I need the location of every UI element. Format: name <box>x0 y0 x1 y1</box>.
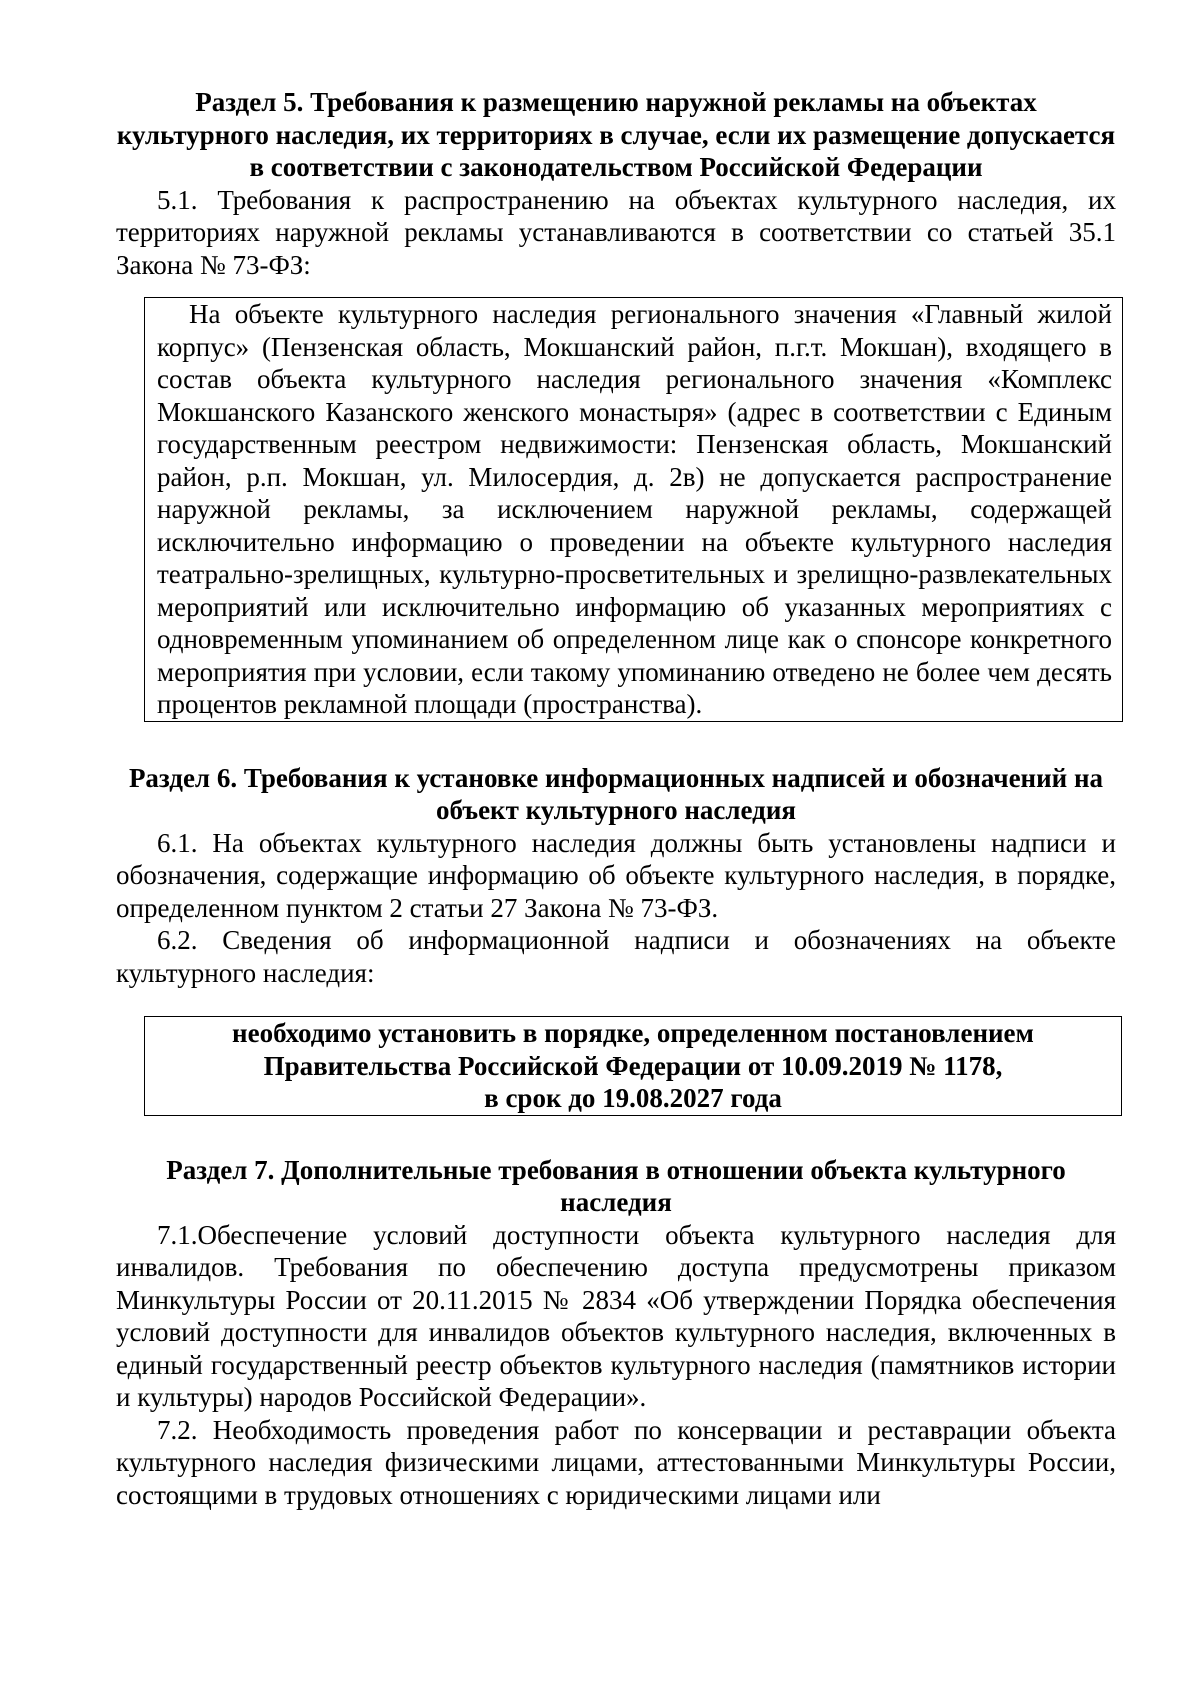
paragraph-7-2: 7.2. Необходимость проведения работ по консервации и реставрации объекта культурного наследия физическими лицами, аттестованными Минкультуры России, состоящими в трудовых отношениях с юридическими лицами или <box>116 1414 1116 1510</box>
section-6-heading: Раздел 6. Требования к установке информационных надписей и обозначений на объект культурного наследия <box>128 762 1104 825</box>
section-5-heading: Раздел 5. Требования к размещению наружной рекламы на объектах культурного наследия, их территориях в случае, если их размещение допускается в соответствии с законодательством Российской Федерации <box>116 87 1116 182</box>
paragraph-6-1: 6.1. На объектах культурного наследия должны быть установлены надписи и обозначения, содержащие информацию об объекте культурного наследия, в порядке, определенном пунктом 2 статьи 27 Закона № 73-ФЗ. <box>116 827 1116 923</box>
document-content <box>116 86 1116 1511</box>
inscription-requirement-line-3: в срок до 19.08.2027 года <box>484 1083 782 1113</box>
advertising-restriction-text: На объекте культурного наследия регионального значения «Главный жилой корпус» (Пензенская область, Мокшанский район, п.г.т. Мокшан), входящего в состав объекта культурного наследия регионального значения «Комплекс Мокшанского Казанского женского монастыря» (адрес в соответствии с Единым государственным реестром недвижимости: Пензенская область, Мокшанский район, р.п. Мокшан, ул. Милосердия, д. 2в) не допускается распространение наружной рекламы, за исключением наружной рекламы, содержащей исключительно информацию о проведении на объекте культурного наследия театрально-зрелищных, культурно-просветительных и зрелищно-развлекательных мероприятий или исключительно информацию об указанных мероприятиях с одновременным упоминанием об определенном лице как о спонсоре конкретного мероприятия при условии, если такому упоминанию отведено не более чем десять процентов рекламной площади (пространства). <box>157 299 1112 719</box>
inscription-requirement-line-1: необходимо установить в порядке, определенном постановлением <box>232 1018 1034 1048</box>
paragraph-7-1: 7.1.Обеспечение условий доступности объекта культурного наследия для инвалидов. Требования по обеспечению доступа предусмотрены приказом Минкультуры России от 20.11.2015 № 2834 «Об утверждении Порядка обеспечения условий доступности для инвалидов объектов культурного наследия, включенных в единый государственный реестр объектов культурного наследия (памятников истории и культуры) народов Российской Федерации». <box>116 1219 1116 1412</box>
inscription-requirement-box <box>144 1016 1122 1116</box>
section-7-heading: Раздел 7. Дополнительные требования в отношении объекта культурного наследия <box>166 1154 1066 1217</box>
inscription-requirement-line-2: Правительства Российской Федерации от 10.09.2019 № 1178, <box>263 1050 1003 1081</box>
paragraph-5-1: 5.1. Требования к распространению на объектах культурного наследия, их территориях наружной рекламы устанавливаются в соответствии со статьей 35.1 Закона № 73-ФЗ: <box>116 184 1116 280</box>
paragraph-6-2: 6.2. Сведения об информационной надписи и обозначениях на объекте культурного наследия: <box>116 925 1116 988</box>
advertising-restriction-box <box>144 297 1123 722</box>
